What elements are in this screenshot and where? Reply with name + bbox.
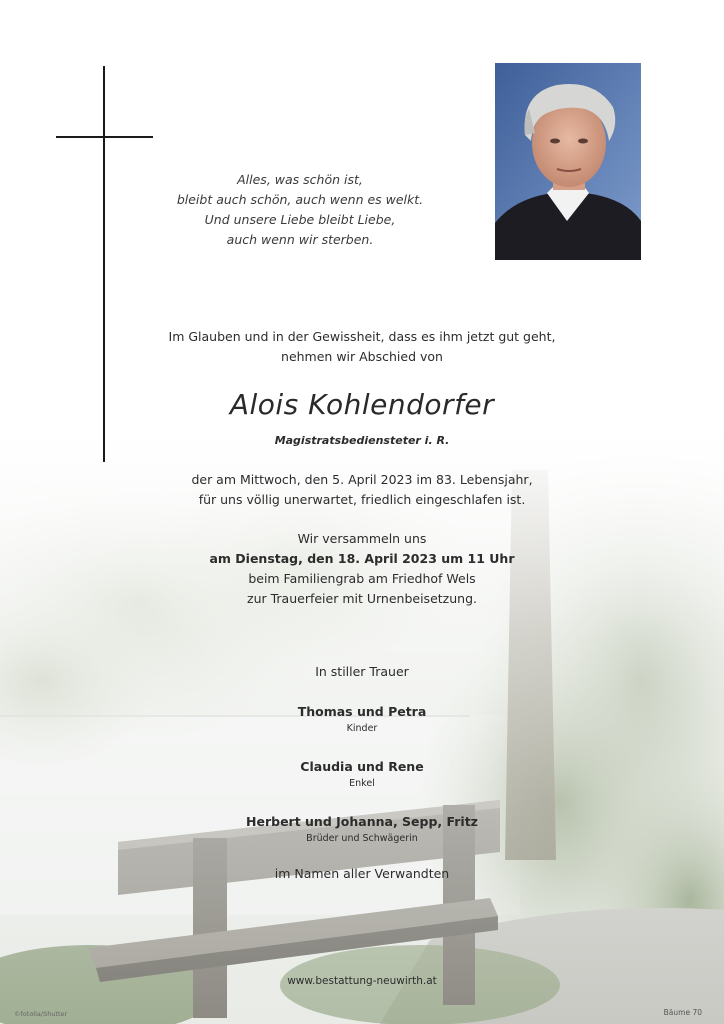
funeral-location: beim Familiengrab am Friedhof Wels bbox=[248, 571, 476, 586]
quote-line: bleibt auch schön, auch wenn es welkt. bbox=[176, 192, 424, 207]
quote-line: auch wenn wir sterben. bbox=[226, 232, 374, 247]
death-notice bbox=[0, 470, 724, 510]
gathering-line: Wir versammeln uns bbox=[297, 531, 427, 546]
intro-line: Im Glauben und in der Gewissheit, dass es ihm jetzt gut geht, bbox=[168, 329, 556, 344]
memorial-quote bbox=[150, 170, 450, 250]
intro-line: nehmen wir Abschied von bbox=[281, 349, 443, 364]
mourning-heading: In stiller Trauer bbox=[315, 664, 409, 679]
family-names: Claudia und Rene bbox=[300, 759, 424, 774]
death-line: für uns völlig unerwartet, friedlich eingeschlafen ist. bbox=[198, 492, 526, 507]
family-names: Herbert und Johanna, Sepp, Fritz bbox=[246, 814, 478, 829]
funeral-home-website: www.bestattung-neuwirth.at bbox=[287, 975, 437, 987]
deceased-name: Alois Kohlendorfer bbox=[229, 388, 495, 421]
intro-text bbox=[0, 327, 724, 367]
family-relation: Enkel bbox=[349, 778, 375, 789]
family-group bbox=[0, 759, 724, 789]
family-relation: Kinder bbox=[346, 723, 378, 734]
quote-line: Alles, was schön ist, bbox=[237, 172, 363, 187]
image-copyright: ©fotolia/Shutter bbox=[14, 1010, 68, 1018]
family-relation: Brüder und Schwägerin bbox=[306, 833, 418, 844]
family-names: Thomas und Petra bbox=[297, 704, 427, 719]
deceased-title: Magistratsbediensteter i. R. bbox=[274, 434, 450, 447]
family-group bbox=[0, 704, 724, 734]
quote-line: Und unsere Liebe bleibt Liebe, bbox=[204, 212, 396, 227]
template-code: Bäume 70 bbox=[663, 1008, 702, 1017]
portrait-photo bbox=[495, 63, 641, 260]
funeral-details bbox=[0, 529, 724, 609]
family-group bbox=[0, 814, 724, 844]
death-line: der am Mittwoch, den 5. April 2023 im 83. Lebensjahr, bbox=[191, 472, 533, 487]
relatives-closing: im Namen aller Verwandten bbox=[274, 866, 450, 881]
funeral-date: am Dienstag, den 18. April 2023 um 11 Uhr bbox=[209, 551, 515, 566]
funeral-ceremony: zur Trauerfeier mit Urnenbeisetzung. bbox=[247, 591, 477, 606]
